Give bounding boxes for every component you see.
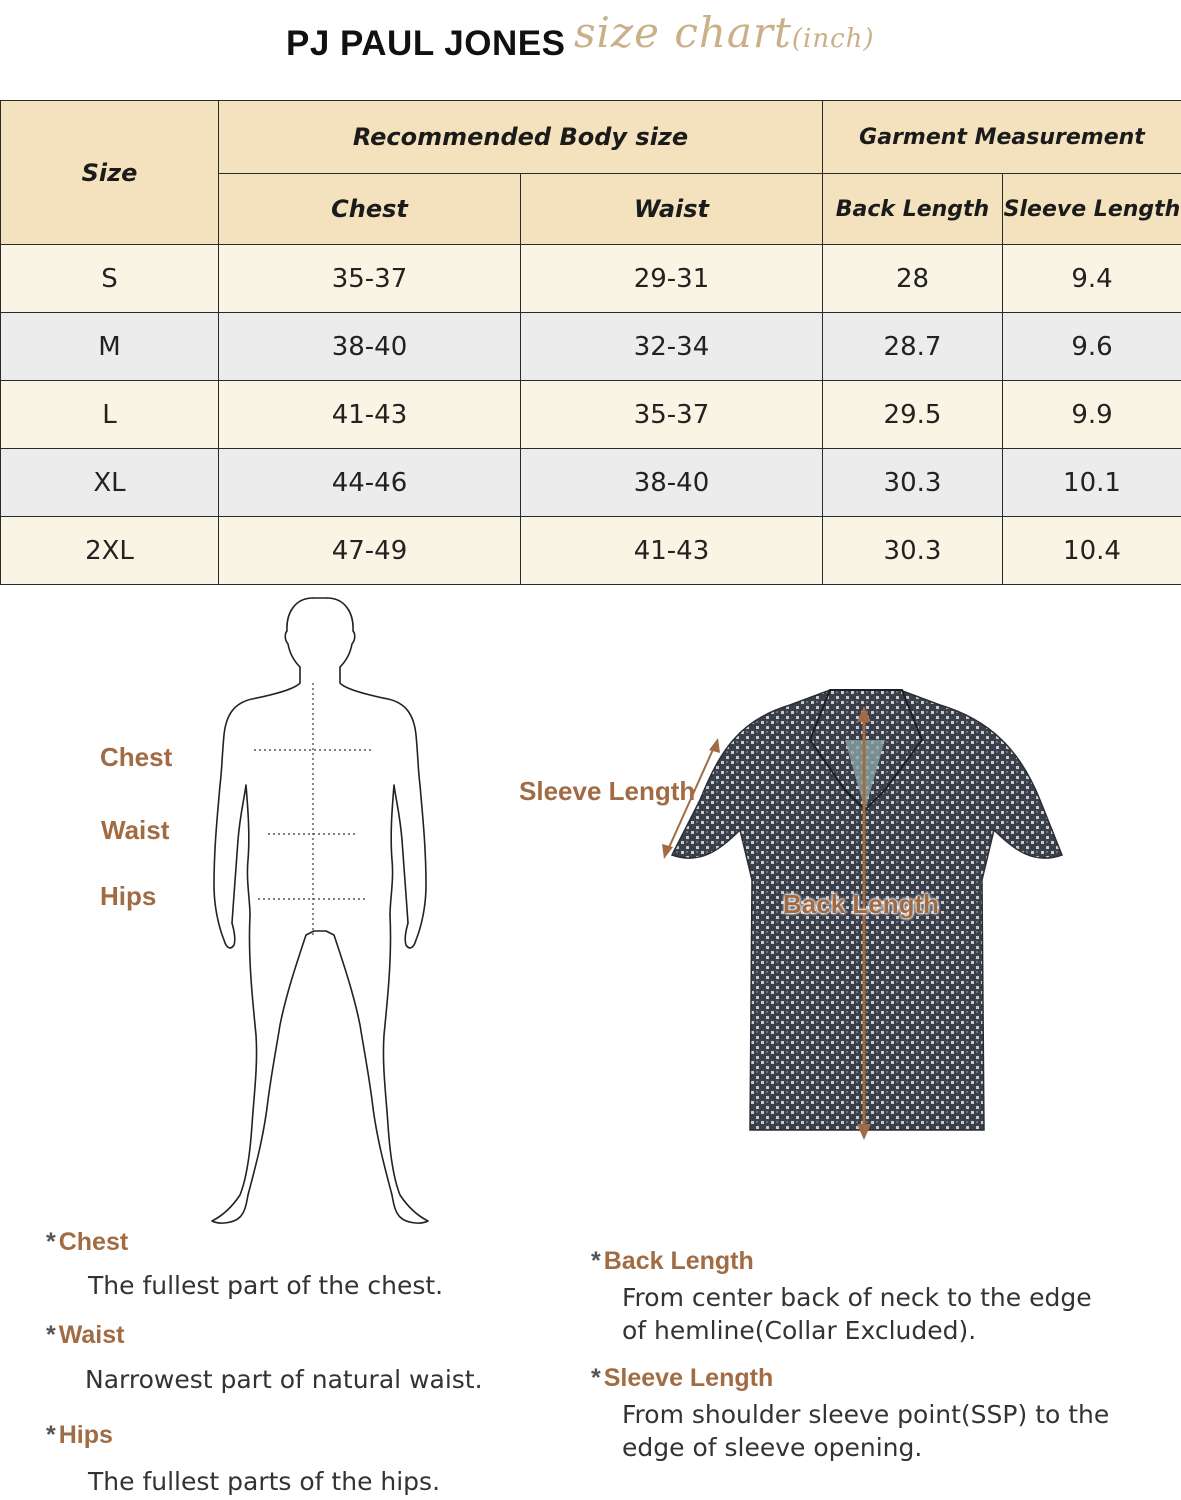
cell-size: XL: [1, 449, 219, 517]
column-header-chest: Chest: [219, 174, 521, 245]
note-title-waist: * Waist: [46, 1321, 125, 1349]
note-text-line: edge of sleeve opening.: [622, 1433, 923, 1462]
size-table: [0, 100, 1181, 585]
cell-back-length: 29.5: [823, 381, 1003, 449]
cell-size: M: [1, 313, 219, 381]
cell-chest: 47-49: [219, 517, 521, 585]
cell-size: L: [1, 381, 219, 449]
cell-sleeve-length: 9.4: [1003, 245, 1181, 313]
cell-back-length: 30.3: [823, 449, 1003, 517]
cell-back-length: 28.7: [823, 313, 1003, 381]
note-text-line: of hemline(Collar Excluded).: [622, 1316, 977, 1345]
cell-sleeve-length: 10.1: [1003, 449, 1181, 517]
cell-sleeve-length: 9.9: [1003, 381, 1181, 449]
header: [0, 0, 1181, 100]
shirt-label-back-length: Back Length: [783, 889, 940, 919]
table-row: [1, 449, 1181, 517]
note-text-waist: Narrowest part of natural waist.: [85, 1365, 483, 1394]
figure-label-waist: Waist: [101, 815, 170, 845]
cell-back-length: 28: [823, 245, 1003, 313]
human-figure-icon: [200, 595, 440, 1225]
cell-waist: 35-37: [521, 381, 823, 449]
cell-waist: 29-31: [521, 245, 823, 313]
script-title: size chart: [574, 8, 792, 57]
cell-sleeve-length: 10.4: [1003, 517, 1181, 585]
note-title-chest: * Chest: [46, 1228, 129, 1256]
shirt-label-sleeve-length: Sleeve Length: [519, 776, 696, 806]
table-row: [1, 313, 1181, 381]
note-text-hips: The fullest parts of the hips.: [88, 1467, 441, 1496]
cell-chest: 41-43: [219, 381, 521, 449]
figure-label-hips: Hips: [100, 881, 157, 911]
cell-chest: 35-37: [219, 245, 521, 313]
note-text-back-length: [622, 1281, 1092, 1347]
note-title-hips: * Hips: [46, 1421, 113, 1449]
cell-waist: 41-43: [521, 517, 823, 585]
column-header-waist: Waist: [521, 174, 823, 245]
table-row: [1, 381, 1181, 449]
figure-label-chest: Chest: [100, 742, 173, 772]
note-title-sleeve-length: * Sleeve Length: [591, 1364, 774, 1392]
body-size-group-header: Recommended Body size: [219, 101, 823, 174]
size-chart-title: [574, 8, 875, 57]
cell-waist: 32-34: [521, 313, 823, 381]
cell-sleeve-length: 9.6: [1003, 313, 1181, 381]
cell-chest: 38-40: [219, 313, 521, 381]
cell-size: 2XL: [1, 517, 219, 585]
body-outline-figure: [200, 595, 440, 1225]
garment-group-header: Garment Measurement: [823, 101, 1181, 174]
unit-label: (inch): [791, 24, 875, 54]
note-text-line: From shoulder sleeve point(SSP) to the: [622, 1400, 1110, 1429]
table-header-row: [1, 101, 1181, 174]
size-header: Size: [1, 101, 219, 245]
cell-chest: 44-46: [219, 449, 521, 517]
column-header-back-length: Back Length: [823, 174, 1003, 245]
note-text-sleeve-length: [622, 1398, 1109, 1464]
cell-size: S: [1, 245, 219, 313]
cell-back-length: 30.3: [823, 517, 1003, 585]
brand-name: PJ PAUL JONES: [286, 24, 566, 63]
column-header-sleeve-length: Sleeve Length: [1003, 174, 1181, 245]
note-text-line: From center back of neck to the edge: [622, 1283, 1092, 1312]
table-row: [1, 245, 1181, 313]
note-text-chest: The fullest part of the chest.: [88, 1271, 444, 1300]
cell-waist: 38-40: [521, 449, 823, 517]
table-row: [1, 517, 1181, 585]
note-title-back-length: * Back Length: [591, 1247, 754, 1275]
